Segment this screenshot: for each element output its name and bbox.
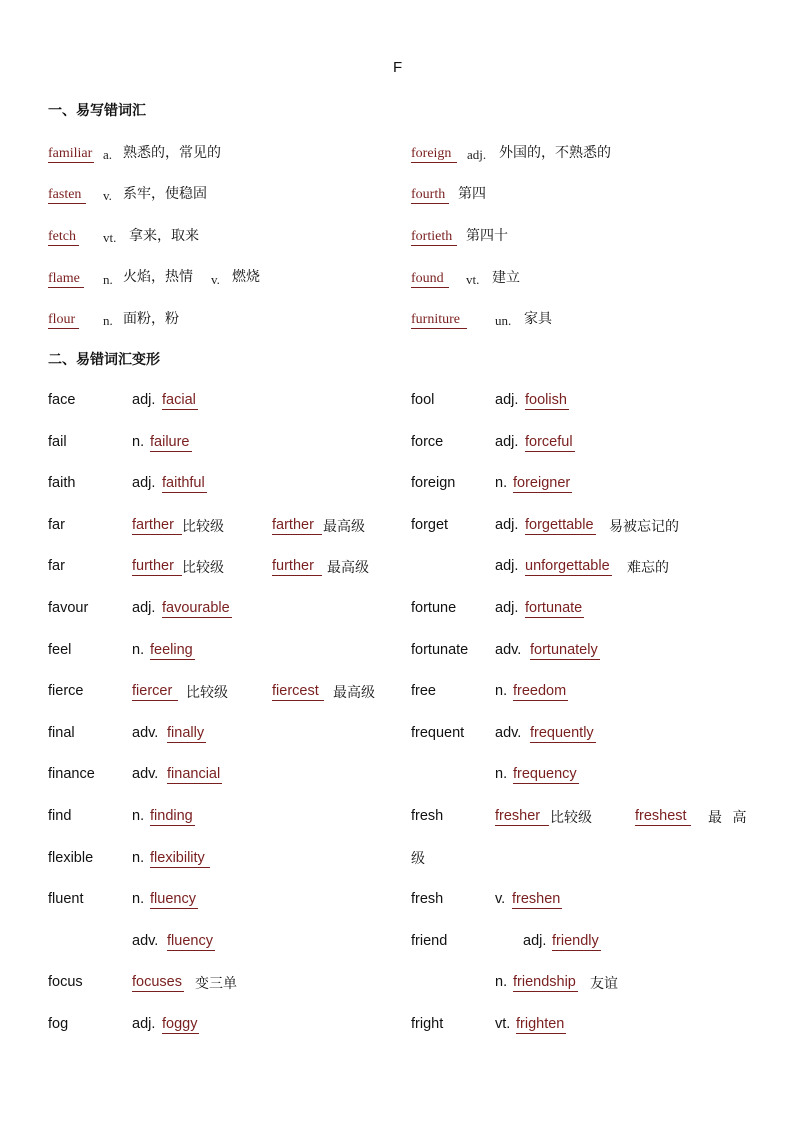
vocab-meaning: 面粉，粉 (123, 311, 179, 327)
base-word: fright (411, 1016, 444, 1032)
base-word: free (411, 683, 436, 699)
word-pos: adv. (132, 725, 159, 741)
vocab-word: fourth (411, 187, 449, 204)
answer-word: feeling (150, 642, 193, 658)
answer-word: forgettable (525, 517, 594, 533)
form-note: 比较级 (182, 519, 224, 535)
answer-word: forceful (525, 434, 573, 450)
base-word: fail (48, 434, 67, 450)
answer-word: freshest (635, 808, 691, 826)
word-pos: adv. (132, 766, 159, 782)
base-word: focus (48, 974, 83, 990)
vocab-word: familiar (48, 146, 93, 161)
vocab-pos: v. (103, 188, 112, 203)
answer-word: further (272, 558, 322, 576)
vocab-pos: un. (495, 313, 512, 328)
answer-word: favourable (162, 600, 230, 616)
answer-word: frequently (530, 725, 594, 741)
answer-word: facial (162, 392, 196, 408)
vocab-meaning: 拿来，取来 (129, 228, 199, 244)
word-pos: adj. (523, 933, 547, 949)
form-note: 比较级 (186, 685, 228, 701)
vocab-meaning: 燃烧 (232, 269, 260, 285)
vocab-pos: n. (103, 272, 113, 287)
word-pos: n. (495, 683, 508, 699)
word-pos: adj. (132, 475, 156, 491)
word-pos: n. (132, 642, 145, 658)
answer-word: focuses (132, 974, 182, 990)
answer-word: fortunately (530, 642, 598, 658)
base-word: flexible (48, 850, 94, 866)
word-pos: adj. (495, 558, 519, 574)
form-note: 最高级 (333, 685, 375, 701)
vocab-word: fetch (48, 229, 79, 246)
answer-word: fiercest (272, 683, 324, 701)
vocab-word: flour (48, 312, 79, 329)
vocab-meaning: 第四十 (466, 228, 508, 244)
answer-word: financial (167, 766, 221, 782)
base-word: fog (48, 1016, 69, 1032)
vocab-word: fasten (48, 187, 86, 204)
word-pos: n. (132, 434, 145, 450)
vocab-meaning: 系牢，使稳固 (123, 186, 207, 202)
answer-word: finding (150, 808, 193, 824)
form-note: 比较级 (550, 810, 592, 826)
answer-word: foolish (525, 392, 567, 408)
word-pos: n. (495, 475, 508, 491)
answer-word: frighten (516, 1016, 565, 1032)
word-pos: adv. (132, 933, 159, 949)
base-word: far (48, 517, 65, 533)
base-word: face (48, 392, 76, 408)
word-pos: n. (132, 850, 145, 866)
base-word: force (411, 434, 444, 450)
vocab-meaning: 外国的，不熟悉的 (499, 145, 611, 161)
vocab-pos: vt. (103, 230, 117, 245)
section1-heading: 一、易写错词汇 (48, 103, 146, 119)
base-word: finance (48, 766, 95, 782)
word-pos: adv. (495, 725, 522, 741)
vocab-pos: v. (211, 272, 220, 287)
answer-word: freedom (513, 683, 567, 699)
form-note: 最 高 (708, 810, 747, 826)
answer-word: fortunate (525, 600, 583, 616)
vocab-word: found (411, 271, 449, 288)
base-word: frequent (411, 725, 465, 741)
word-pos: n. (495, 766, 508, 782)
form-note: 变三单 (195, 976, 237, 992)
vocab-word: furniture (411, 312, 467, 329)
answer-word: fresher (495, 808, 549, 826)
answer-word: flexibility (150, 850, 210, 868)
word-pos: vt. (495, 1016, 511, 1032)
form-note: 友谊 (590, 976, 618, 992)
base-word: final (48, 725, 75, 741)
base-word: feel (48, 642, 72, 658)
vocab-meaning: 家具 (524, 311, 552, 327)
base-word: fool (411, 392, 435, 408)
vocab-meaning: 第四 (458, 186, 486, 202)
vocab-pos: a. (103, 147, 113, 162)
vocab-meaning: 熟悉的，常见的 (123, 145, 221, 161)
vocab-word: foreign (411, 146, 457, 163)
base-word: friend (411, 933, 448, 949)
answer-word: fluency (150, 891, 196, 907)
base-word: fresh (411, 891, 444, 907)
word-pos: n. (495, 974, 508, 990)
answer-word: failure (150, 434, 190, 450)
base-word: fluent (48, 891, 84, 907)
answer-word: friendly (552, 933, 599, 949)
base-word: favour (48, 600, 89, 616)
base-word: fortune (411, 600, 457, 616)
section2-heading: 二、易错词汇变形 (48, 352, 160, 368)
word-pos: adj. (495, 392, 519, 408)
answer-word: further (132, 558, 182, 576)
word-pos: v. (495, 891, 506, 907)
base-word: far (48, 558, 65, 574)
form-note: 最高级 (327, 560, 369, 576)
word-pos: adv. (495, 642, 522, 658)
base-word: find (48, 808, 72, 824)
answer-word: fluency (167, 933, 213, 949)
vocab-pos: vt. (466, 272, 480, 287)
vocab-pos: n. (103, 313, 113, 328)
vocab-pos: adj. (467, 147, 487, 162)
answer-word: unforgettable (525, 558, 610, 574)
word-pos: adj. (132, 600, 156, 616)
answer-word: faithful (162, 475, 205, 491)
answer-word: freshen (512, 891, 561, 907)
form-note-wrap: 级 (411, 851, 425, 867)
answer-word: finally (167, 725, 205, 741)
form-note: 最高级 (323, 519, 365, 535)
answer-word: friendship (513, 974, 576, 990)
base-word: fierce (48, 683, 84, 699)
answer-word: frequency (513, 766, 577, 782)
base-word: foreign (411, 475, 456, 491)
answer-word: fiercer (132, 683, 178, 701)
base-word: faith (48, 475, 76, 491)
word-pos: adj. (132, 392, 156, 408)
form-note: 难忘的 (627, 560, 669, 576)
form-note: 比较级 (182, 560, 224, 576)
word-pos: adj. (495, 600, 519, 616)
vocab-meaning: 火焰，热情 (123, 269, 193, 285)
base-word: fresh (411, 808, 444, 824)
answer-word: foggy (162, 1016, 198, 1032)
vocab-word: flame (48, 271, 84, 288)
word-pos: n. (132, 808, 145, 824)
form-note: 易被忘记的 (609, 519, 679, 535)
vocab-meaning: 建立 (492, 270, 520, 286)
answer-word: farther (272, 517, 322, 535)
vocab-word: fortieth (411, 229, 457, 246)
answer-word: foreigner (513, 475, 571, 491)
word-pos: n. (132, 891, 145, 907)
word-pos: adj. (132, 1016, 156, 1032)
base-word: fortunate (411, 642, 469, 658)
page-letter: F (393, 59, 403, 76)
word-pos: adj. (495, 434, 519, 450)
word-pos: adj. (495, 517, 519, 533)
answer-word: farther (132, 517, 182, 535)
base-word: forget (411, 517, 449, 533)
